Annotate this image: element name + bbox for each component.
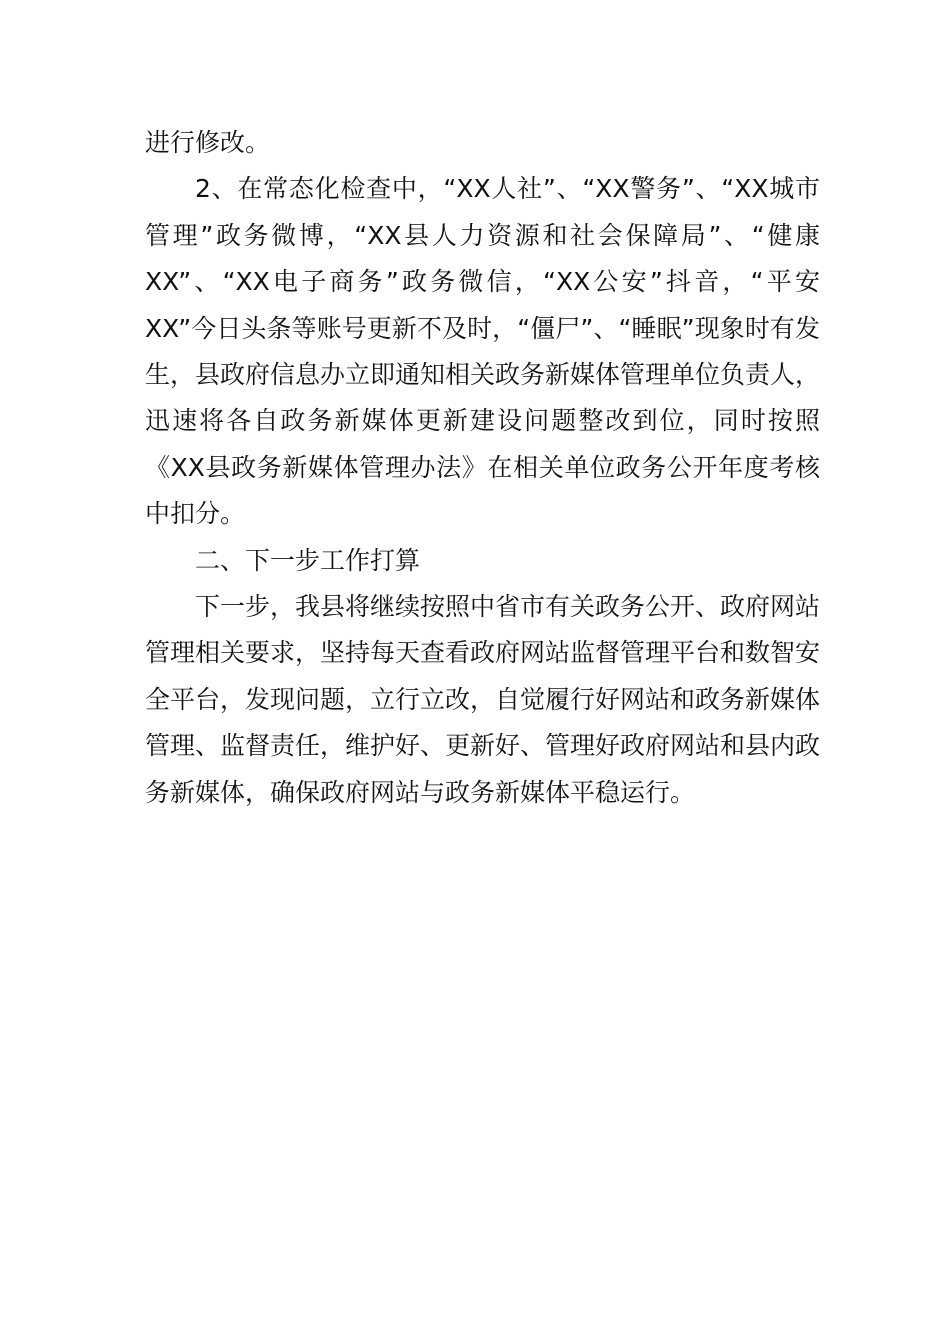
paragraph-next-steps: 下一步，我县将继续按照中省市有关政务公开、政府网站管理相关要求，坚持每天查看政府网站监督管理平台和数智安全平台，发现问题，立行立改，自觉履行好网站和政务新媒体管理、监督责任，维护好、更新好、管理好政府网站和县内政务新媒体，确保政府网站与政务新媒体平稳运行。 — [145, 592, 821, 807]
section-heading-next-steps: 二、下一步工作打算 — [195, 545, 421, 575]
paragraph-continuation: 进行修改。 — [145, 128, 271, 157]
paragraph-inspection-item-2: 2、在常态化检查中，“XX人社”、“XX警务”、“XX城市管理”政务微博，“XX县人力资源和社会保障局”、“健康XX”、“XX电子商务”政务微信，“XX公安”抖音，“平安XX”今日头条等账号更新不及时，“僵尸”、“睡眠”现象时有发生，县政府信息办立即通知相关政务新媒体管理单位负责人，迅速将各自政务新媒体更新建设问题整改到位，同时按照《XX县政务新媒体管理办法》在相关单位政务公开年度考核中扣分。 — [145, 174, 821, 529]
document-body — [145, 120, 820, 816]
